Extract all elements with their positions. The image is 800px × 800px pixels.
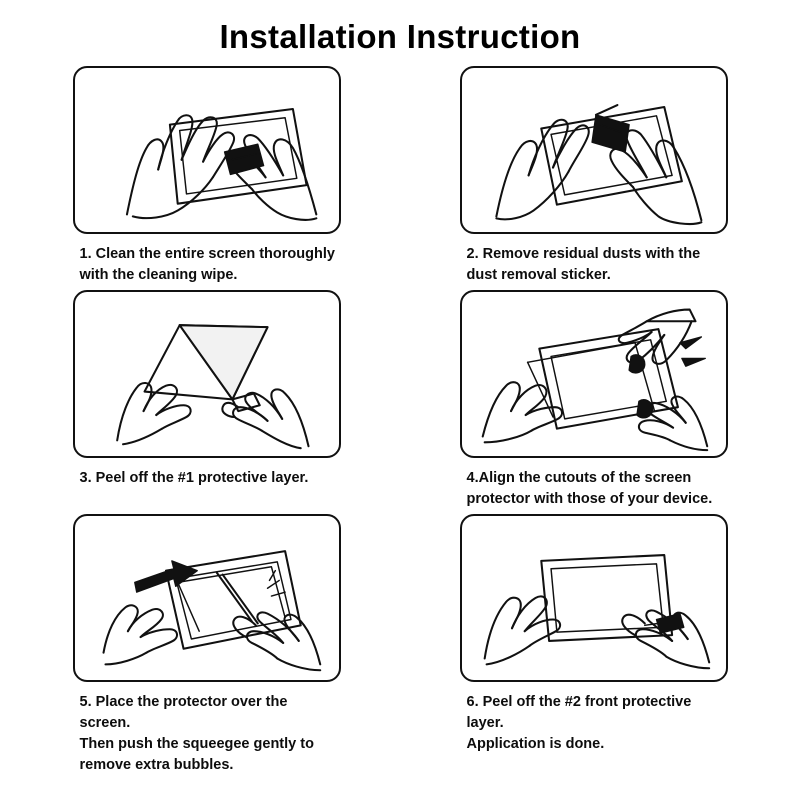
step-1-caption: [72, 244, 342, 286]
step-3-illustration: [73, 290, 341, 458]
step-3-caption-line-1: 3. Peel off the #1 protective layer.: [79, 470, 309, 487]
step-5-caption-line-1: 5. Place the protector over the screen.: [79, 694, 288, 732]
step-1: [18, 66, 395, 286]
step-1-caption-line-2: with the cleaning wipe.: [79, 267, 238, 284]
step-2-caption-line-2: dust removal sticker.: [466, 267, 611, 284]
step-6-caption-line-2: Application is done.: [466, 736, 605, 753]
step-2-illustration: [460, 66, 728, 234]
step-2-caption: [459, 244, 729, 286]
page-title: Installation Instruction: [219, 18, 581, 55]
step-6-illustration: [460, 514, 728, 682]
step-3: [18, 290, 395, 510]
steps-grid: [0, 62, 800, 784]
step-5-caption-line-2: Then push the squeegee gently to: [79, 736, 314, 753]
step-4-illustration: [460, 290, 728, 458]
step-6: [405, 514, 782, 776]
step-1-illustration: [73, 66, 341, 234]
step-3-caption: [72, 468, 342, 489]
step-2-caption-line-1: 2. Remove residual dusts with the: [466, 246, 701, 262]
step-5-caption: [72, 692, 342, 776]
step-5: [18, 514, 395, 776]
step-5-caption-line-3: remove extra bubbles.: [79, 757, 234, 774]
step-4-caption-line-1: 4.Align the cutouts of the screen: [466, 470, 692, 487]
step-4-caption-line-2: protector with those of your device.: [466, 491, 713, 508]
step-2: [405, 66, 782, 286]
step-4-caption: [459, 468, 729, 510]
step-6-caption: [459, 692, 729, 755]
step-5-illustration: [73, 514, 341, 682]
step-4: [405, 290, 782, 510]
step-1-caption-line-1: 1. Clean the entire screen thoroughly: [79, 246, 335, 262]
step-6-caption-line-1: 6. Peel off the #2 front protective layer.: [466, 694, 692, 732]
